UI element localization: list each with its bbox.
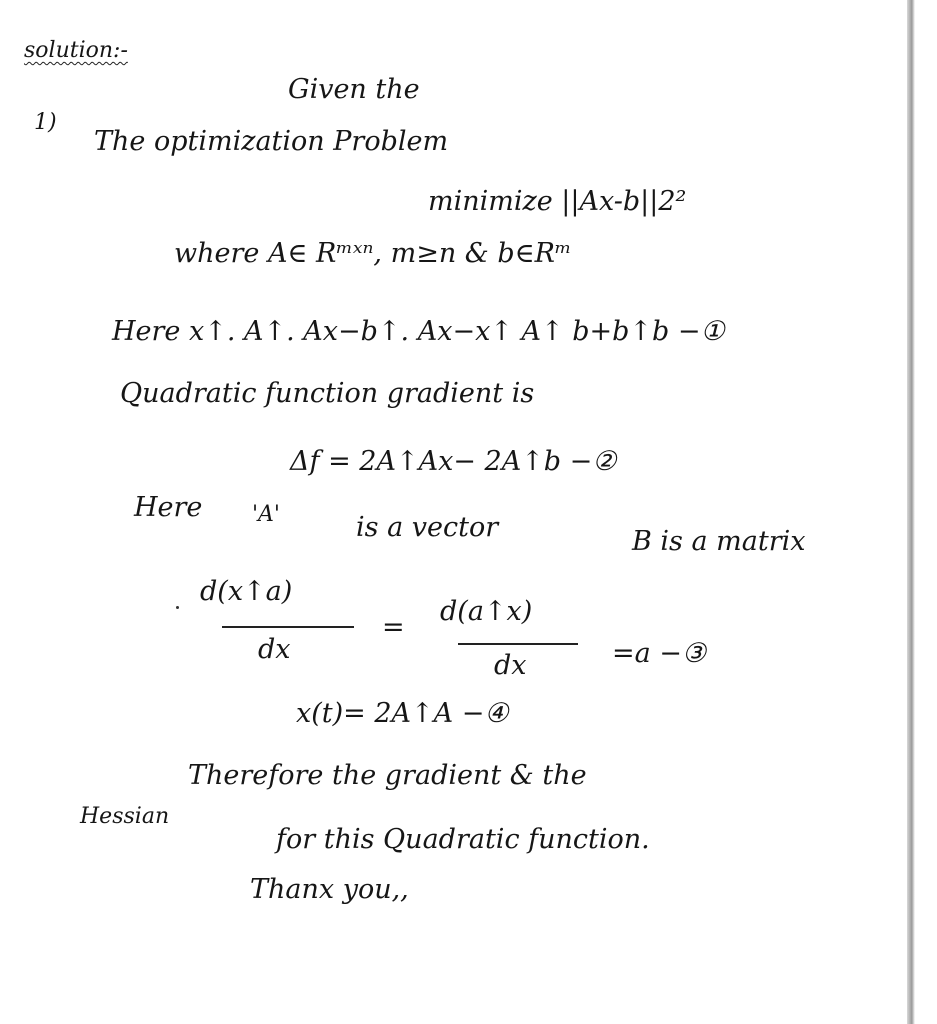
minimize-expression: minimize ||Ax-b||2² xyxy=(428,186,687,217)
solution-heading: solution:- xyxy=(24,38,128,63)
fraction-right-denominator: dx xyxy=(494,650,527,681)
equation-four: x(t)= 2A↑A −④ xyxy=(296,698,509,729)
item-number: 1) xyxy=(34,110,57,135)
variable-a: 'A' xyxy=(252,502,280,527)
fraction-left-bar xyxy=(222,626,354,628)
given-text: Given the xyxy=(288,74,420,105)
fraction-equals: = xyxy=(382,612,405,643)
page-edge-shadow xyxy=(907,0,915,1024)
here-label: Here xyxy=(134,492,203,523)
fraction-right-numerator: d(a↑x) xyxy=(440,596,533,627)
fraction-right-bar xyxy=(458,643,578,645)
expansion-equation: Here x↑. A↑. Ax−b↑. Ax−x↑ A↑ b+b↑b −① xyxy=(112,316,725,347)
matrix-statement: B is a matrix xyxy=(632,526,806,557)
constraints-line: where A∈ Rᵐˣⁿ, m≥n & b∈Rᵐ xyxy=(174,238,572,269)
fraction-left-denominator: dx xyxy=(258,634,291,665)
ink-dot xyxy=(176,606,179,609)
fraction-left-numerator: d(x↑a) xyxy=(200,576,293,607)
gradient-intro: Quadratic function gradient is xyxy=(120,378,535,409)
fraction-result: =a −③ xyxy=(612,638,707,669)
vector-statement: is a vector xyxy=(356,512,499,543)
gradient-equation: Δf = 2A↑Ax− 2A↑b −② xyxy=(290,446,617,477)
problem-statement: The optimization Problem xyxy=(94,126,449,157)
therefore-line: Therefore the gradient & the xyxy=(188,760,587,791)
quadratic-function-line: for this Quadratic function. xyxy=(276,824,650,855)
thanks-line: Thanx you,, xyxy=(250,874,409,905)
hessian-word: Hessian xyxy=(80,804,170,829)
